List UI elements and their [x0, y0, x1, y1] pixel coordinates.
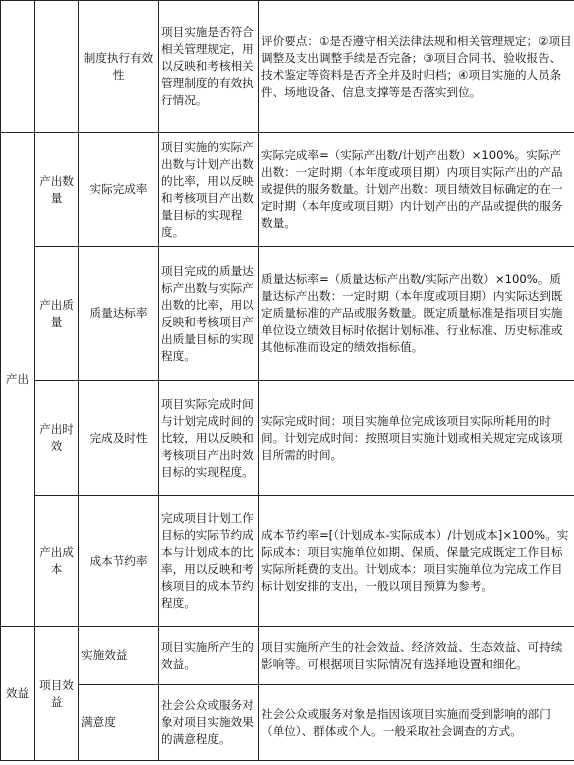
criteria-cell: 项目实施所产生的社会效益、经济效益、生态效益、可持续影响等。可根据项目实际情况有选择地设置和细化。 [259, 627, 574, 685]
indicator-cell: 成本节约率 [79, 496, 159, 627]
criteria-cell: 社会公众或服务对象是指因该项目实施而受到影响的部门（单位）、群体或个人。一般采取社会调查的方式。 [259, 685, 574, 761]
table-row [1, 685, 574, 761]
criteria-cell: 评价要点：①是否遵守相关法律法规和相关管理规定；②项目调整及支出调整手续是否完备；③项目合同书、验收报告、技术鉴定等资料是否齐全并及时归档；④项目实施的人员条件、场地设备、信息支撑等是否落实到位。 [259, 1, 574, 133]
indicator-cell: 实际完成率 [79, 133, 159, 247]
definition-cell: 社会公众或服务对象对项目实施效果的满意程度。 [159, 685, 259, 761]
definition-cell: 项目完成的质量达标产出数与实际产出数的比率，用以反映和考核项目产出质量目标的实现程度。 [159, 247, 259, 381]
table-row [1, 247, 574, 381]
definition-cell: 项目实施的实际产出数与计划产出数的比率，用以反映和考核项目产出数量目标的实现程度。 [159, 133, 259, 247]
subgroup-cell: 产出时效 [35, 381, 79, 496]
criteria-cell: 实际完成率=（实际产出数/计划产出数）×100%。实际产出数：一定时期（本年度或项目期）内项目实际产出的产品或提供的服务数量。计划产出数：项目绩效目标确定的在一定时期（本年度或项目期）内计划产出的产品或提供的服务数量。 [259, 133, 574, 247]
definition-cell: 项目实际完成时间与计划完成时间的比较，用以反映和考核项目产出时效目标的实现程度。 [159, 381, 259, 496]
definition-cell: 完成项目计划工作目标的实际节约成本与计划成本的比率，用以反映和考核项目的成本节约程度。 [159, 496, 259, 627]
definition-cell: 项目实施是否符合相关管理规定，用以反映和考核相关管理制度的有效执行情况。 [159, 1, 259, 133]
table-row [1, 1, 574, 133]
group-benefit-cell: 效益 [1, 627, 35, 761]
indicator-cell: 制度执行有效性 [79, 1, 159, 133]
subgroup-cell: 产出数量 [35, 133, 79, 247]
definition-cell: 项目实施所产生的效益。 [159, 627, 259, 685]
subgroup-cell: 产出质量 [35, 247, 79, 381]
table-row [1, 496, 574, 627]
indicator-cell: 质量达标率 [79, 247, 159, 381]
criteria-cell: 成本节约率=[（计划成本-实际成本）/计划成本]×100%。实际成本：项目实施单位如期、保质、保量完成既定工作目标实际所耗费的支出。计划成本：项目实施单位为完成工作目标计划安排的支出，一般以项目预算为参考。 [259, 496, 574, 627]
group-output-cell: 产出 [1, 133, 35, 627]
criteria-cell: 质量达标率=（质量达标产出数/实际产出数）×100%。质量达标产出数：一定时期（本年度或项目期）内实际达到既定质量标准的产品或服务数量。既定质量标准是指项目实施单位设立绩效目标时依据计划标准、行业标准、历史标准或其他标准而设定的绩效指标值。 [259, 247, 574, 381]
table-cell-empty [1, 1, 35, 133]
indicator-cell: 实施效益 [79, 627, 159, 685]
table-cell-empty [35, 1, 79, 133]
indicator-cell: 满意度 [79, 685, 159, 761]
subgroup-cell: 产出成本 [35, 496, 79, 627]
table-row [1, 133, 574, 247]
indicator-cell: 完成及时性 [79, 381, 159, 496]
table-row [1, 381, 574, 496]
table-row [1, 627, 574, 685]
criteria-cell: 实际完成时间：项目实施单位完成该项目实际所耗用的时间。计划完成时间：按照项目实施计划或相关规定完成该项目所需的时间。 [259, 381, 574, 496]
subgroup-cell: 项目效益 [35, 627, 79, 761]
